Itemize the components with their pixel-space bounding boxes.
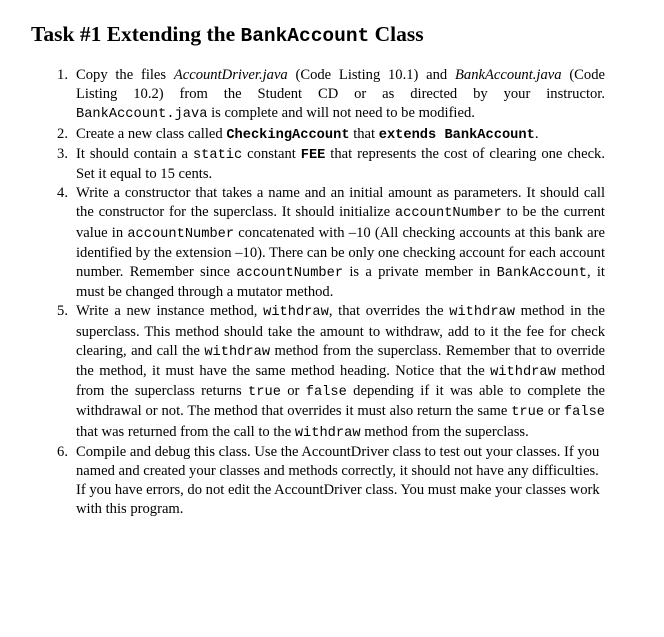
body-text: , it must be changed through a mutator method. (76, 264, 605, 301)
title-class-name: BankAccount (240, 25, 370, 47)
body-text: or (280, 383, 306, 400)
body-text: is a private member in (343, 264, 497, 281)
title-prefix: Task #1 Extending the (31, 22, 241, 46)
code-text: withdraw (449, 305, 515, 321)
body-text: Copy the files (76, 67, 174, 83)
list-item (57, 443, 605, 520)
item-text (76, 145, 605, 184)
body-text: method in the superclass. This method should take the amount to withdraw, add to it the fee for check clearing, and call the (76, 303, 605, 359)
body-text: (Code Listing 10.1) and (287, 67, 455, 83)
filename-text: BankAccount.java (454, 67, 562, 83)
item-text (76, 66, 605, 125)
body-text: Write a constructor that takes a name and an initial amount as parameters. It should call the constructor for the superclass. It should initialize (76, 185, 605, 221)
code-text: accountNumber (127, 226, 235, 242)
code-bold-text: CheckingAccount (226, 127, 350, 143)
body-text: or (544, 403, 564, 420)
body-text: depending if it was able to complete the withdrawal or not. The method that overrides it must also return the same (76, 383, 605, 420)
list-item (57, 125, 605, 145)
code-text: BankAccount (496, 266, 587, 282)
item-number: 4. (57, 185, 68, 202)
body-text: that was returned from the call to the (76, 423, 295, 440)
list-item (57, 184, 605, 302)
body-text: Compile and debug this class. Use the AccountDriver class to test out your classes. If you named and created your classes and methods correctly, it should not have any difficulties. If you have errors, do not edit the AccountDriver class. You must make your classes work with this program. (76, 443, 600, 518)
body-text: Create a new class called (76, 125, 227, 142)
page-title (31, 22, 424, 47)
item-number: 6. (57, 443, 68, 460)
body-text: , that overrides the (328, 303, 450, 320)
item-text (76, 443, 605, 520)
body-text: to be the current value in (76, 204, 605, 241)
item-text (76, 184, 605, 302)
item-number: 5. (57, 303, 68, 320)
list-item (57, 66, 605, 125)
body-text: (Code Listing 10.2) from the Student CD or as directed by your instructor. (76, 67, 605, 103)
body-text: that (349, 125, 379, 142)
code-text: accountNumber (394, 206, 502, 222)
body-text: It should contain a (76, 145, 193, 162)
body-text: is complete and will not need to be modified. (207, 105, 475, 122)
code-bold-text: extends BankAccount (378, 127, 535, 143)
body-text: concatenated with –10 (All checking accounts at this bank are identified by the extension –10). There can be only one checking account for each account number. Remember since (76, 224, 605, 281)
list-item (57, 302, 605, 442)
code-text: withdraw (294, 425, 361, 441)
code-text: withdraw (490, 365, 556, 381)
item-text (76, 125, 605, 145)
code-text: withdraw (263, 305, 329, 321)
body-text: method from the superclass. (360, 423, 529, 440)
item-number: 1. (57, 67, 68, 83)
body-text: method from the superclass returns (76, 363, 605, 400)
code-text: static (192, 147, 243, 163)
code-text: false (563, 405, 605, 421)
code-text: true (511, 405, 545, 421)
body-text: that represents the cost of clearing one check. Set it equal to 15 cents. (76, 145, 606, 183)
item-number: 2. (57, 125, 68, 142)
code-text: accountNumber (236, 266, 344, 282)
code-text: withdraw (204, 344, 271, 360)
code-text: false (305, 385, 347, 401)
body-text: method from the superclass. Remember that to override the method, it must have the same method heading. Notice that the (76, 342, 605, 380)
list-item (57, 145, 605, 184)
code-bold-text: FEE (300, 147, 326, 163)
body-text: Write a new instance method, (76, 303, 264, 320)
task-steps-list (57, 66, 605, 520)
body-text: constant (242, 145, 301, 162)
item-number: 3. (57, 145, 68, 162)
title-suffix: Class (369, 22, 424, 46)
item-text (76, 302, 605, 442)
code-text: true (248, 385, 281, 401)
code-text: BankAccount.java (76, 107, 208, 123)
filename-text: AccountDriver.java (173, 67, 288, 83)
body-text: . (534, 125, 539, 142)
